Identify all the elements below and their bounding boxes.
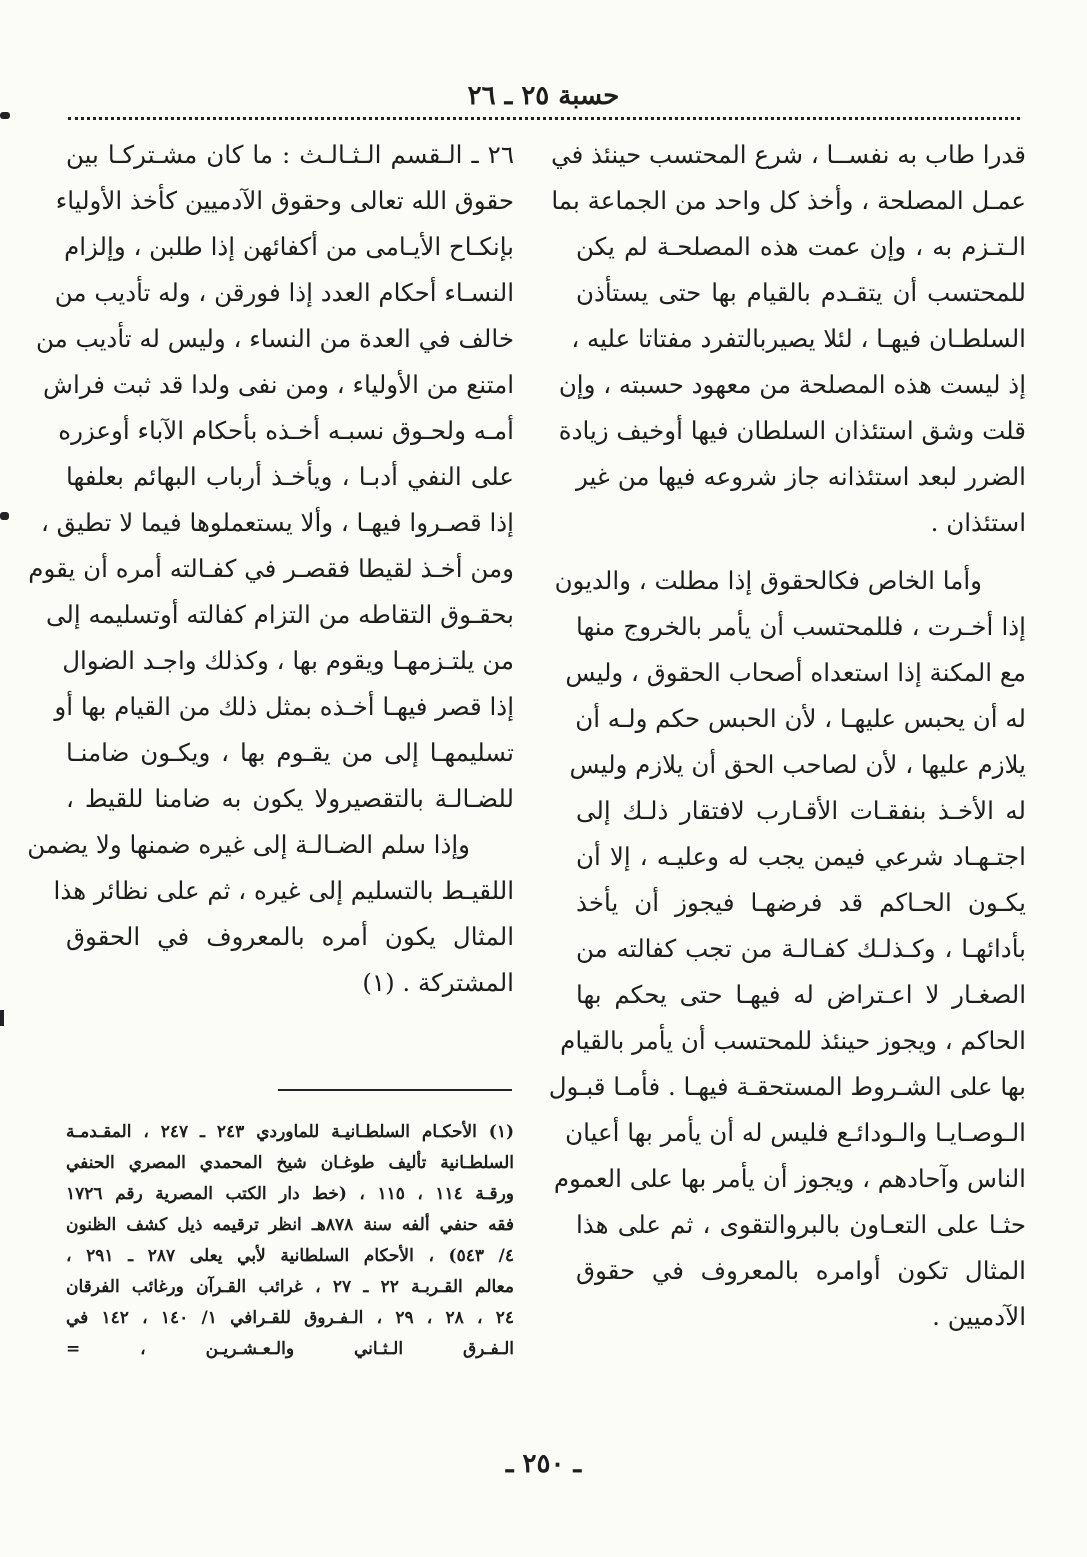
text-line: وإذا سلم الضـالـة إلى غيره ضمنها ولا يضمن bbox=[27, 830, 470, 859]
text-line: قلت وشق استئذان السلطان فيها أوخيف زيادة bbox=[558, 416, 1026, 445]
text-line: إذا قصـروا فيهـا ، وألا يستعملوها فيما لا تطيق ، bbox=[40, 508, 514, 537]
text-line: يلازم عليها ، لأن لصاحب الحق أن يلازم وليس bbox=[569, 750, 1026, 779]
text-line: إذا قصر فيهـا أخـذه بمثل ذلك من القيام بها أو bbox=[54, 692, 514, 721]
text-line: بها على الشـروط المستحقـة فيهـا . فأمـا قبـول bbox=[548, 1072, 1026, 1101]
footnote-line: ورقـة ١١٤ ، ١١٥ ، (خط دار الكتب المصرية رقم ١٧٢٦ bbox=[66, 1184, 514, 1204]
text-line: للمحتسب أن يتقـدم بالقيام بها حتى يستأذن bbox=[576, 278, 1026, 307]
text-line: مع المكنة إذا استعداه أصحاب الحقوق ، وليس bbox=[565, 658, 1026, 687]
text-line: يكـون الحـاكم قد فرضهـا فيجوز أن يأخذ bbox=[576, 888, 1026, 917]
text-line: بأدائهـا ، وكـذلـك كفـالـة من تجب كفالته من bbox=[576, 934, 1026, 963]
footnote-separator bbox=[278, 1089, 512, 1091]
text-line: له أن يحبس عليهـا ، لأن الحبس حكم ولـه أن bbox=[575, 704, 1026, 733]
footnote-line: الـفـرق الـثـاني والـعـشـريـن ، = bbox=[66, 1339, 514, 1359]
text-line: ومن أخـذ لقيطا فقصـر في كفـالته أمره أن يقوم bbox=[28, 554, 514, 583]
text-line: الـوصـايـا والـودائـع فليس له أن يأمر بها أعيان bbox=[565, 1118, 1026, 1147]
left-text-column bbox=[27, 132, 514, 1006]
text-line: على النفي أدبـا ، ويأخـذ أرباب البهائم بعلفها bbox=[66, 462, 514, 491]
text-line: السلطـان فيهـا ، لئلا يصيربالتفرد مفتاتا عليه ، bbox=[571, 324, 1026, 353]
text-line: اجتـهـاد شرعي فيمن يجب له وعليـه ، إلا أن bbox=[576, 842, 1026, 871]
text-line: الـتـزم به ، وإن عمت هذه المصلحـة لم يكن bbox=[576, 232, 1026, 261]
text-line: النسـاء أحكام العدد إذا فورقن ، وله تأديب من bbox=[54, 278, 514, 307]
text-line: إذ ليست هذه المصلحة من معهود حسبته ، وإن bbox=[558, 370, 1026, 399]
text-line: تسليمهـا إلى من يقـوم بها ، ويكـون ضامنـا bbox=[66, 738, 514, 767]
footnote-line: فقه حنفي ألفه سنة ٨٧٨هـ انظر ترقيمه ذيل كشف الظنون bbox=[66, 1215, 514, 1235]
right-text-column bbox=[548, 132, 1026, 1340]
footnote-line: معالم القـربـة ٢٢ ـ ٢٧ ، غرائب القـرآن ورغائب الفرقان bbox=[66, 1277, 514, 1297]
text-line: المثال يكون أمره بالمعروف في الحقوق bbox=[66, 922, 514, 951]
text-line: اللقيـط بالتسليم إلى غيره ، ثم على نظائر هذا bbox=[53, 876, 514, 905]
text-line: قدرا طاب به نفســا ، شرع المحتسب حينئذ في bbox=[551, 140, 1026, 169]
footnote-line: السلطـانية تأليف طوغـان شيخ المحمدي المصري الحنفي bbox=[66, 1153, 514, 1173]
text-line: ٢٦ ـ الـقسم الـثـالـث : ما كان مشـتركـا بين bbox=[66, 140, 514, 169]
text-line: خالف في العدة من النساء ، وليس له تأديب من bbox=[35, 324, 514, 353]
text-line: الصغـار لا اعـتراض له فيهـا حتى يحكم بها bbox=[576, 980, 1026, 1009]
scan-margin-mark bbox=[0, 112, 10, 119]
page-number: ـ ٢٥٠ ـ bbox=[505, 1449, 582, 1479]
text-line: بحقـوق التقاطه من التزام كفالته أوتسليمه إلى bbox=[45, 600, 514, 629]
text-line: له الأخـذ بنفقـات الأقـارب لافتقار ذلـك إلى bbox=[576, 796, 1026, 825]
text-line: عمـل المصلحة ، وأخذ كل واحد من الجماعة بما bbox=[551, 186, 1026, 215]
text-line: الناس وآحادهم ، ويجوز أن يأمر بها على العموم bbox=[553, 1164, 1026, 1193]
text-line: إذا أخـرت ، فللمحتسب أن يأمر بالخروج منها bbox=[576, 612, 1026, 641]
text-line: امتنع من الأولياء ، ومن نفى ولدا قد ثبت فراش bbox=[43, 370, 514, 399]
text-line: الضرر لبعد استئذانه جاز شروعه فيها من غير bbox=[576, 462, 1026, 491]
text-line: وأما الخاص فكالحقوق إذا مطلت ، والديون bbox=[554, 566, 982, 595]
footnote-line: ٤/ ٥٤٣) ، الأحكام السلطانية لأبي يعلى ٢٨٧ ـ ٢٩١ ، bbox=[66, 1246, 514, 1266]
text-line: من يلتـزمهـا ويقوم بها ، وكذلك واجـد الضوال bbox=[62, 646, 514, 675]
text-line: الحاكم ، ويجوز حينئذ للمحتسب أن يأمر بالقيام bbox=[560, 1026, 1026, 1055]
text-line: حثـا على التعـاون بالبروالتقوى ، ثم على هذا bbox=[576, 1210, 1026, 1239]
scan-margin-mark bbox=[0, 512, 9, 520]
text-line: استئذان . bbox=[930, 508, 1026, 537]
text-line: بإنكـاح الأيـامى من أكفائهن إذا طلبن ، وإلزام bbox=[64, 232, 514, 261]
text-line: أمـه ولحـوق نسبـه أخـذه بأحكام الآباء أوعزره bbox=[58, 416, 514, 445]
footnote-line: ٢٤ ، ٢٨ ، ٢٩ ، الـفـروق للقـرافي ١/ ١٤٠ ، ١٤٢ في bbox=[66, 1308, 515, 1328]
text-line: الآدميين . bbox=[932, 1302, 1026, 1331]
text-line: للضـالـة بالتقصيرولا يكون به ضامنا للقيط ، bbox=[66, 784, 514, 813]
scan-margin-mark bbox=[0, 1010, 4, 1026]
header-dotted-rule bbox=[68, 117, 1020, 120]
text-line: المثال تكون أوامره بالمعروف في حقوق bbox=[576, 1256, 1026, 1285]
text-line: حقوق الله تعالى وحقوق الآدميين كأخذ الأولياء bbox=[55, 186, 514, 215]
footnote-line: (١) الأحكـام السلطـانيـة للماوردي ٢٤٣ ـ ٢٤٧ ، المقـدمـة bbox=[66, 1122, 514, 1142]
running-header: حسبة ٢٥ ـ ٢٦ bbox=[467, 81, 620, 111]
footnote bbox=[66, 1117, 514, 1365]
text-line: المشتركة . (١) bbox=[362, 968, 514, 997]
